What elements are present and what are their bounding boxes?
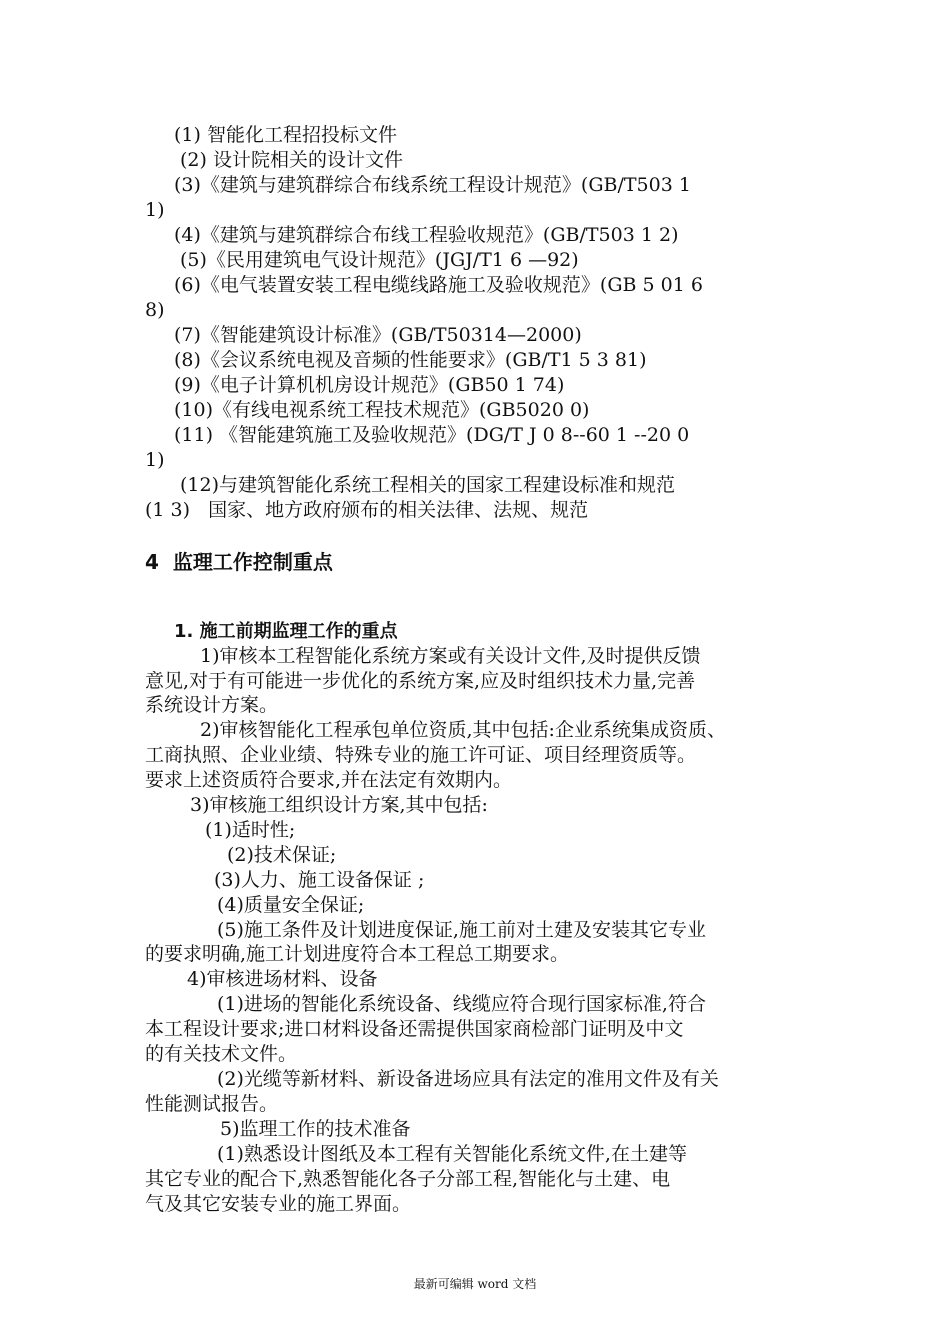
reference-item: (4)《建筑与建筑群综合布线工程验收规范》(GB/T503 1 2) xyxy=(174,224,679,246)
body-line: (1)熟悉设计图纸及本工程有关智能化系统文件,在土建等 xyxy=(217,1143,687,1165)
body-line: (1)适时性; xyxy=(205,819,296,841)
body-line: (2)光缆等新材料、新设备进场应具有法定的准用文件及有关 xyxy=(217,1068,719,1090)
body-line: 系统设计方案。 xyxy=(145,694,279,716)
body-line: 的要求明确,施工计划进度符合本工程总工期要求。 xyxy=(145,943,570,965)
body-line: (3)人力、施工设备保证 ; xyxy=(214,869,425,891)
body-line: 工商执照、企业业绩、特殊专业的施工许可证、项目经理资质等。 xyxy=(145,744,697,766)
body-line: 其它专业的配合下,熟悉智能化各子分部工程,智能化与土建、电 xyxy=(145,1168,671,1190)
reference-item: (12)与建筑智能化系统工程相关的国家工程建设标准和规范 xyxy=(180,474,676,496)
body-line: (2)技术保证; xyxy=(227,844,337,866)
body-line: 的有关技术文件。 xyxy=(145,1043,298,1065)
body-line: 5)监理工作的技术准备 xyxy=(220,1118,411,1140)
body-line: (1)进场的智能化系统设备、线缆应符合现行国家标准,符合 xyxy=(217,993,706,1015)
reference-item: (9)《电子计算机机房设计规范》(GB50 1 74) xyxy=(174,374,565,396)
body-line: 2)审核智能化工程承包单位资质,其中包括:企业系统集成资质、 xyxy=(200,719,726,741)
reference-item: (1 3) 国家、地方政府颁布的相关法律、法规、规范 xyxy=(145,499,589,521)
reference-item: (6)《电气装置安装工程电缆线路施工及验收规范》(GB 5 01 6 xyxy=(174,274,703,296)
subsection-heading: 1. 施工前期监理工作的重点 xyxy=(174,621,398,642)
body-line: 要求上述资质符合要求,并在法定有效期内。 xyxy=(145,769,513,791)
section-heading: 4 监理工作控制重点 xyxy=(145,550,333,574)
reference-item: 8) xyxy=(145,299,165,321)
body-line: 3)审核施工组织设计方案,其中包括: xyxy=(190,794,488,816)
reference-item: (11) 《智能建筑施工及验收规范》(DG/T J 0 8--60 1 --20 0 xyxy=(174,424,690,446)
body-line: (4)质量安全保证; xyxy=(217,894,365,916)
reference-item: (2) 设计院相关的设计文件 xyxy=(180,149,403,171)
reference-item: (3)《建筑与建筑群综合布线系统工程设计规范》(GB/T503 1 xyxy=(174,174,691,196)
reference-item: 1) xyxy=(145,199,165,221)
body-line: 4)审核进场材料、设备 xyxy=(187,968,378,990)
body-line: 气及其它安装专业的施工界面。 xyxy=(145,1193,412,1215)
body-line: 意见,对于有可能进一步优化的系统方案,应及时组织技术力量,完善 xyxy=(145,670,696,692)
reference-item: (8)《会议系统电视及音频的性能要求》(GB/T1 5 3 81) xyxy=(174,349,647,371)
reference-item: (10)《有线电视系统工程技术规范》(GB5020 0) xyxy=(174,399,590,421)
reference-item: (1) 智能化工程招投标文件 xyxy=(174,124,397,146)
page-footer: 最新可编辑 word 文档 xyxy=(413,1277,537,1291)
body-line: 性能测试报告。 xyxy=(145,1093,279,1115)
reference-item: (7)《智能建筑设计标准》(GB/T50314—2000) xyxy=(174,324,582,346)
reference-item: 1) xyxy=(145,449,165,471)
body-line: 1)审核本工程智能化系统方案或有关设计文件,及时提供反馈 xyxy=(200,645,701,667)
body-line: (5)施工条件及计划进度保证,施工前对土建及安装其它专业 xyxy=(217,919,706,941)
body-line: 本工程设计要求;进口材料设备还需提供国家商检部门证明及中文 xyxy=(145,1018,684,1040)
reference-item: (5)《民用建筑电气设计规范》(JGJ/T1 6 —92) xyxy=(180,249,579,271)
